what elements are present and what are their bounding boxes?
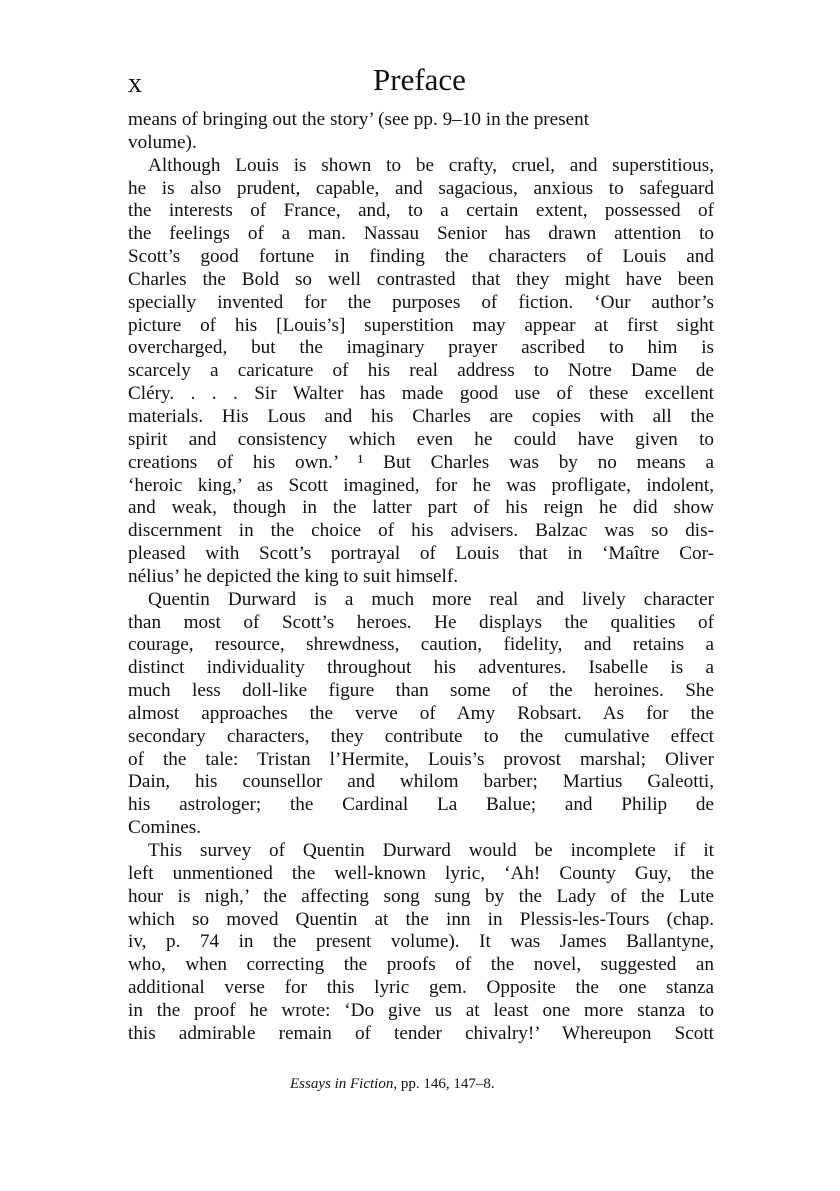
text-line: almost approaches the verve of Amy Robsart. As for the bbox=[128, 702, 714, 724]
footnote-pages: pp. 146, 147–8. bbox=[397, 1076, 495, 1092]
text-line: the interests of France, and, to a certain extent, possessed of bbox=[128, 200, 714, 222]
footnote bbox=[290, 1076, 495, 1093]
text-line: overcharged, but the imaginary prayer ascribed to him is bbox=[128, 337, 714, 359]
text-line: than most of Scott’s heroes. He displays the qualities of bbox=[128, 611, 714, 633]
text-line: picture of his [Louis’s] superstition may appear at first sight bbox=[128, 314, 714, 336]
text-line: his astrologer; the Cardinal La Balue; and Philip de bbox=[128, 794, 714, 816]
text-line: Quentin Durward is a much more real and lively character bbox=[148, 588, 714, 610]
text-line: much less doll-like figure than some of the heroines. She bbox=[128, 680, 714, 702]
text-line: distinct individuality throughout his adventures. Isabelle is a bbox=[128, 657, 714, 679]
text-line: iv, p. 74 in the present volume). It was James Ballantyne, bbox=[128, 931, 714, 953]
text-line: materials. His Lous and his Charles are copies with all the bbox=[128, 405, 714, 427]
text-line: additional verse for this lyric gem. Opposite the one stanza bbox=[128, 977, 714, 999]
text-line: creations of his own.’ ¹ But Charles was by no means a bbox=[128, 451, 714, 473]
text-line: who, when correcting the proofs of the novel, suggested an bbox=[128, 954, 714, 976]
text-line: hour is nigh,’ the affecting song sung by the Lady of the Lute bbox=[128, 885, 714, 907]
text-line: scarcely a caricature of his real address to Notre Dame de bbox=[128, 360, 714, 382]
text-line: courage, resource, shrewdness, caution, fidelity, and retains a bbox=[128, 634, 714, 656]
text-line: which so moved Quentin at the inn in Plessis-les-Tours (chap. bbox=[128, 908, 714, 930]
page-number: x bbox=[128, 68, 143, 99]
text-line: left unmentioned the well-known lyric, ‘Ah! County Guy, the bbox=[128, 862, 714, 884]
text-line: Scott’s good fortune in finding the characters of Louis and bbox=[128, 246, 714, 268]
text-line: in the proof he wrote: ‘Do give us at least one more stanza to bbox=[128, 999, 714, 1021]
text-line: Comines. bbox=[128, 817, 202, 839]
body-text bbox=[128, 109, 714, 1046]
text-line: he is also prudent, capable, and sagacious, anxious to safeguard bbox=[128, 177, 714, 199]
running-head: Preface bbox=[373, 62, 466, 97]
text-line: and weak, though in the latter part of his reign he did show bbox=[128, 497, 714, 519]
text-line: ‘heroic king,’ as Scott imagined, for he was profligate, indolent, bbox=[128, 474, 714, 496]
text-line: the feelings of a man. Nassau Senior has drawn attention to bbox=[128, 223, 714, 245]
text-line: nélius’ he depicted the king to suit himself. bbox=[128, 565, 459, 587]
footnote-title: Essays in Fiction, bbox=[290, 1076, 398, 1092]
text-line: secondary characters, they contribute to the cumulative effect bbox=[128, 725, 714, 747]
text-line: volume). bbox=[128, 131, 197, 153]
text-line: pleased with Scott’s portrayal of Louis that in ‘Maître Cor- bbox=[128, 543, 714, 565]
text-line: spirit and consistency which even he could have given to bbox=[128, 428, 714, 450]
text-line: This survey of Quentin Durward would be incomplete if it bbox=[148, 840, 714, 861]
text-line: Cléry. . . . Sir Walter has made good use of these excellent bbox=[128, 383, 714, 405]
text-line: this admirable remain of tender chivalry!’ Whereupon Scott bbox=[128, 1022, 714, 1044]
text-line: Dain, his counsellor and whilom barber; Martius Galeotti, bbox=[128, 771, 714, 793]
text-line: Charles the Bold so well contrasted that they might have been bbox=[128, 268, 714, 290]
text-line: discernment in the choice of his advisers. Balzac was so dis- bbox=[128, 520, 714, 542]
text-line: Although Louis is shown to be crafty, cruel, and superstitious, bbox=[148, 154, 714, 176]
text-line: means of bringing out the story’ (see pp. 9–10 in the present bbox=[128, 109, 590, 130]
text-line: of the tale: Tristan l’Hermite, Louis’s provost marshal; Oliver bbox=[128, 748, 714, 770]
text-line: specially invented for the purposes of fiction. ‘Our author’s bbox=[128, 291, 714, 313]
page-header bbox=[128, 62, 716, 102]
